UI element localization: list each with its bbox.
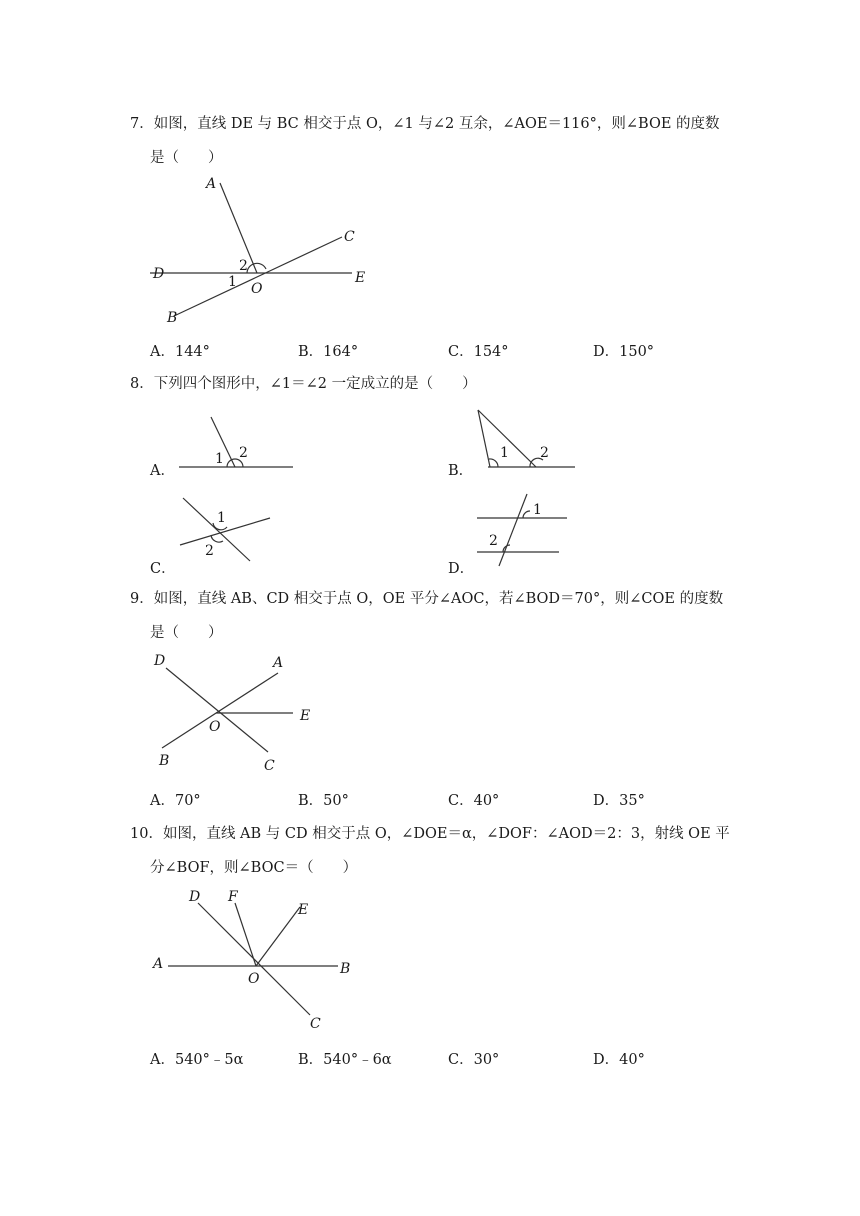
q9-stem-line2: 是（ ） (150, 625, 223, 641)
svg-text:1: 1 (215, 451, 224, 467)
q7-label-c: C (344, 229, 355, 245)
q7-label-d: D (153, 266, 165, 282)
q9-label-d: D (154, 653, 166, 669)
q8-option-c[interactable]: C． (150, 561, 176, 577)
q10-option-c[interactable]: C．30° (448, 1052, 500, 1068)
q7-figure (150, 170, 380, 330)
q10-label-a: A (153, 956, 164, 972)
svg-text:2: 2 (540, 445, 549, 461)
q8-option-a[interactable]: A． (150, 463, 175, 479)
q9-label-b: B (159, 753, 170, 769)
q7-label-a: A (206, 176, 217, 192)
svg-text:1: 1 (500, 445, 509, 461)
q8-figure-c (175, 493, 275, 563)
q9-option-d[interactable]: D．35° (593, 793, 645, 809)
q9-option-a[interactable]: A．70° (150, 793, 201, 809)
q7-option-b[interactable]: B．164° (298, 344, 359, 360)
q7-label-b: B (167, 310, 178, 326)
q10-stem-line2: 分∠BOF，则∠BOC＝（ ） (150, 860, 358, 876)
svg-text:1: 1 (533, 502, 542, 518)
q7-angle-1: 1 (228, 274, 237, 290)
q7-label-e: E (355, 270, 366, 286)
q10-stem-line1: 10．如图，直线 AB 与 CD 相交于点 O，∠DOE＝α，∠DOF：∠AOD＝2：3，射线 OE 平 (130, 826, 730, 842)
q10-option-d[interactable]: D．40° (593, 1052, 645, 1068)
q7-angle-2: 2 (239, 258, 248, 274)
q9-label-e: E (300, 708, 311, 724)
q9-option-c[interactable]: C．40° (448, 793, 500, 809)
q9-label-c: C (264, 758, 275, 774)
svg-text:2: 2 (205, 543, 214, 559)
q8-option-d[interactable]: D． (448, 561, 475, 577)
q9-label-o: O (209, 719, 221, 735)
q7-option-a[interactable]: A．144° (150, 344, 210, 360)
q10-label-b: B (340, 961, 351, 977)
q10-label-e: E (298, 902, 309, 918)
q8-figure-b (470, 405, 580, 475)
q7-stem-line2: 是（ ） (150, 150, 223, 166)
q7-stem-line1: 7．如图，直线 DE 与 BC 相交于点 O，∠1 与∠2 互余，∠AOE＝116°，则∠BOE 的度数 (130, 116, 720, 132)
q9-option-b[interactable]: B．50° (298, 793, 349, 809)
q9-figure (150, 650, 330, 775)
q8-stem-line1: 8．下列四个图形中，∠1＝∠2 一定成立的是（ ） (130, 376, 477, 392)
q7-option-d[interactable]: D．150° (593, 344, 655, 360)
q10-figure (150, 885, 360, 1035)
q10-option-a[interactable]: A．540°﹣5α (150, 1052, 244, 1068)
svg-text:1: 1 (217, 510, 226, 526)
q7-option-c[interactable]: C．154° (448, 344, 509, 360)
svg-text:2: 2 (239, 445, 248, 461)
q8-figure-d (475, 490, 570, 570)
q7-line-bc (174, 237, 342, 316)
q8-figure-a (175, 410, 300, 475)
q8-option-b[interactable]: B． (448, 463, 474, 479)
q10-label-c: C (310, 1016, 321, 1032)
q10-option-b[interactable]: B．540°﹣6α (298, 1052, 392, 1068)
q9-stem-line1: 9．如图，直线 AB、CD 相交于点 O，OE 平分∠AOC，若∠BOD＝70°，则∠COE 的度数 (130, 591, 724, 607)
q10-label-o: O (248, 971, 260, 987)
q7-label-o: O (251, 281, 263, 297)
q10-label-f: F (228, 889, 238, 905)
svg-text:2: 2 (489, 533, 498, 549)
q9-label-a: A (273, 655, 284, 671)
q10-label-d: D (189, 889, 201, 905)
